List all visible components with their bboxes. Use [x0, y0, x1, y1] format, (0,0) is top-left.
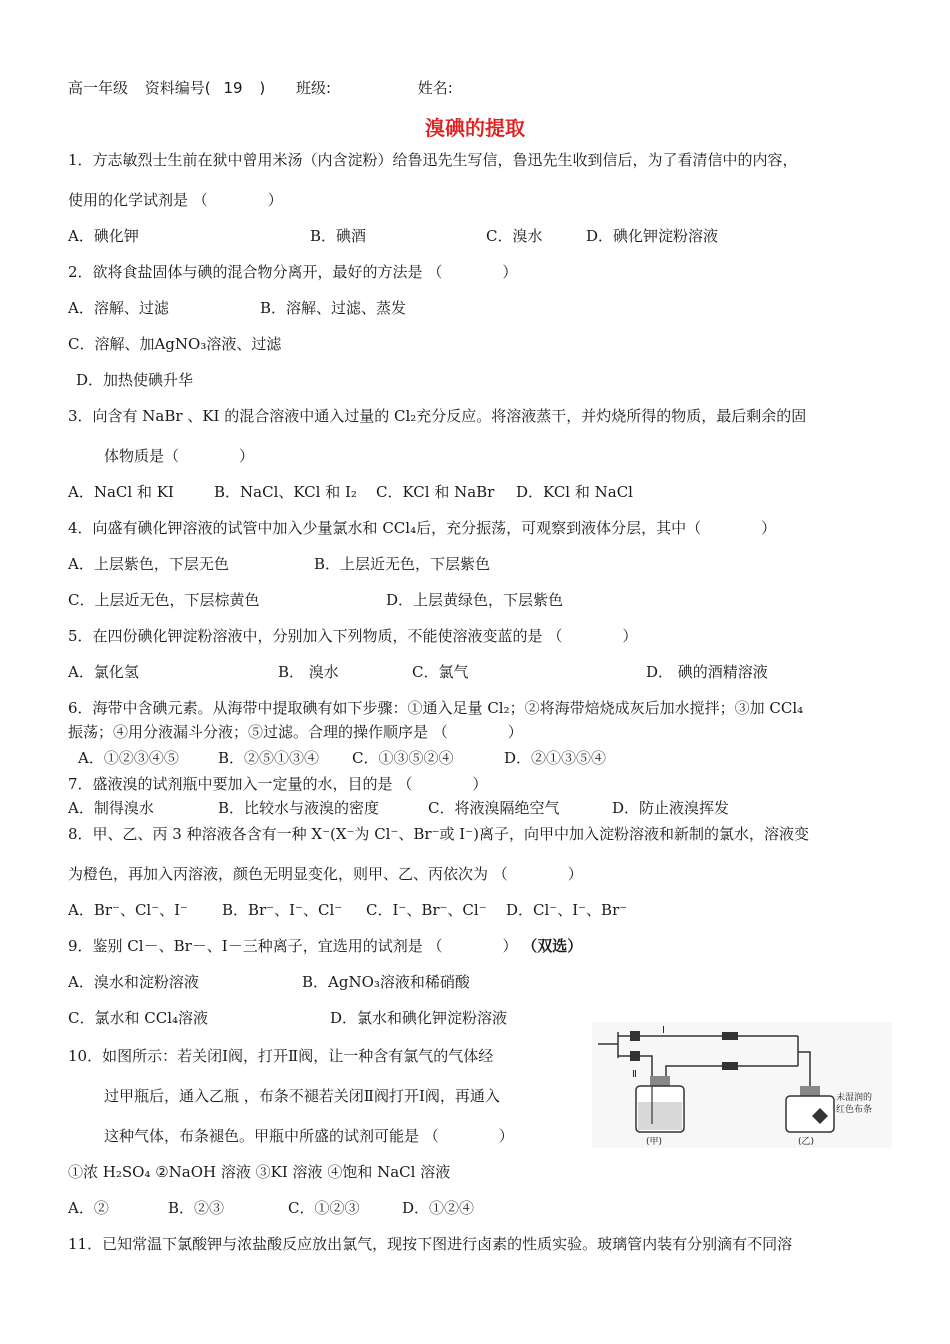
q9-option-b: B．AgNO₃溶液和稀硝酸: [302, 973, 470, 991]
q3-stem-line1: 3．向含有 NaBr 、KI 的混合溶液中通入过量的 Cl₂充分反应。将溶液蒸干，并灼烧所得的物质，最后剩余的固: [68, 407, 807, 425]
doc-no: 19: [223, 79, 243, 97]
name-label: 姓名:: [417, 79, 453, 97]
valve-1: [630, 1031, 640, 1041]
bottle-jia-label: (甲): [646, 1137, 663, 1147]
bottle-jia-liquid: [638, 1102, 682, 1130]
q11-stem-line1: 11．已知常温下氯酸钾与浓盐酸反应放出氯气，现按下图进行卤素的性质实验。玻璃管内装有分别滴有不同溶: [68, 1235, 793, 1253]
q2-option-a: A．溶解、过滤: [68, 299, 169, 317]
q9-tag: （双选）: [522, 937, 583, 955]
q10-option-b: B．②③: [168, 1199, 225, 1217]
q8-option-b: B．Br⁻、I⁻、Cl⁻: [222, 901, 343, 919]
q7-option-a: A．制得溴水: [68, 799, 154, 817]
q5-option-b: B． 溴水: [278, 663, 339, 681]
page-title: 溴碘的提取: [425, 116, 525, 140]
q10-option-c: C．①②③: [288, 1199, 360, 1217]
q5-stem: 5．在四份碘化钾淀粉溶液中，分别加入下列物质，不能使溶液变蓝的是 （ ）: [68, 627, 638, 645]
q2-option-c: C．溶解、加AgNO₃溶液、过滤: [68, 335, 282, 353]
q9-option-d: D．氯水和碘化钾淀粉溶液: [330, 1009, 508, 1027]
q1-option-c: C．溴水: [486, 227, 543, 245]
cloth-label-line2: 红色布条: [836, 1105, 873, 1115]
q7-option-b: B．比较水与液溴的密度: [218, 799, 380, 817]
q10-option-a: A．②: [68, 1199, 109, 1217]
connector-upper: [722, 1032, 738, 1040]
q7-stem: 7．盛液溴的试剂瓶中要加入一定量的水，目的是 （ ）: [68, 775, 488, 793]
class-label: 班级:: [295, 79, 332, 97]
q2-option-d: D．加热使碘升华: [76, 371, 194, 389]
q3-stem-line2: 体物质是（ ）: [104, 447, 255, 465]
q9-stem-text: 9．鉴别 Cl－、Br－、I－三种离子，宜选用的试剂是 （ ）: [68, 937, 518, 955]
doc-no-label: 资料编号(: [144, 79, 211, 97]
q6-stem-line1: 6．海带中含碘元素。从海带中提取碘有如下步骤：①通入足量 Cl₂；②将海带焙烧成灰后加水搅拌；③加 CCl₄: [68, 699, 804, 717]
q3-option-a: A．NaCl 和 KI: [68, 483, 174, 501]
q8-stem-line2: 为橙色，再加入丙溶液，颜色无明显变化，则甲、乙、丙依次为 （ ）: [68, 865, 583, 883]
q4-option-a: A．上层紫色，下层无色: [68, 555, 229, 573]
q7-option-d: D．防止液溴挥发: [612, 799, 730, 817]
q8-option-a: A．Br⁻、Cl⁻、I⁻: [68, 901, 188, 919]
bottle-jia-stopper: [650, 1076, 670, 1086]
q1-option-b: B．碘酒: [310, 227, 367, 245]
q4-option-d: D．上层黄绿色，下层紫色: [386, 591, 564, 609]
q9-option-a: A．溴水和淀粉溶液: [68, 973, 199, 991]
q1-stem-line1: 1．方志敏烈士生前在狱中曾用米汤（内含淀粉）给鲁迅先生写信，鲁迅先生收到信后，为了看清信中的内容，: [68, 151, 798, 169]
bottle-yi-stopper: [800, 1086, 820, 1096]
q10-choices: ①浓 H₂SO₄ ②NaOH 溶液 ③KI 溶液 ④饱和 NaCl 溶液: [68, 1163, 451, 1181]
q3-option-c: C．KCl 和 NaBr: [376, 483, 495, 501]
cloth-label-line1: 未湿润的: [836, 1093, 873, 1103]
q5-option-a: A．氯化氢: [68, 663, 139, 681]
q6-option-a: A．①②③④⑤: [78, 749, 179, 767]
q3-option-b: B．NaCl、KCl 和 I₂: [214, 483, 357, 501]
grade-label: 高一年级: [68, 79, 129, 97]
connector-lower: [722, 1062, 738, 1070]
q4-stem: 4．向盛有碘化钾溶液的试管中加入少量氯水和 CCl₄后，充分振荡，可观察到液体分层，其中（ ）: [68, 519, 777, 537]
q6-stem-line2: 振荡；④用分液漏斗分液；⑤过滤。合理的操作顺序是 （ ）: [68, 723, 523, 741]
q6-option-d: D．②①③⑤④: [504, 749, 607, 767]
header: [68, 78, 453, 98]
valve-2-label: Ⅱ: [632, 1069, 637, 1080]
valve-1-label: Ⅰ: [662, 1025, 665, 1036]
q5-option-c: C．氯气: [412, 663, 469, 681]
q10-stem-line2: 过甲瓶后，通入乙瓶 ，布条不褪若关闭Ⅱ阀打开Ⅰ阀，再通入: [104, 1087, 500, 1105]
apparatus-diagram: [592, 1022, 892, 1148]
q9-option-c: C．氯水和 CCl₄溶液: [68, 1009, 209, 1027]
bottle-yi-body: [786, 1096, 834, 1132]
q9-stem: [68, 936, 582, 956]
q6-option-b: B．②⑤①③④: [218, 749, 320, 767]
q1-option-d: D．碘化钾淀粉溶液: [586, 227, 719, 245]
q10-stem-line3: 这种气体，布条褪色。甲瓶中所盛的试剂可能是 （ ）: [104, 1127, 514, 1145]
q8-option-c: C．I⁻、Br⁻、Cl⁻: [366, 901, 487, 919]
q2-stem: 2．欲将食盐固体与碘的混合物分离开，最好的方法是 （ ）: [68, 263, 518, 281]
bottle-yi-label: (乙): [798, 1137, 815, 1147]
q1-option-a: A．碘化钾: [68, 227, 139, 245]
q10-stem-line1: 10．如图所示：若关闭Ⅰ阀，打开Ⅱ阀，让一种含有氯气的气体经: [68, 1047, 494, 1065]
q1-stem-line2: 使用的化学试剂是 （ ）: [68, 191, 283, 209]
q5-option-d: D． 碘的酒精溶液: [646, 663, 768, 681]
q3-option-d: D．KCl 和 NaCl: [516, 483, 633, 501]
q8-option-d: D．Cl⁻、I⁻、Br⁻: [506, 901, 628, 919]
q6-option-c: C．①③⑤②④: [352, 749, 454, 767]
valve-2: [630, 1051, 640, 1061]
q8-stem-line1: 8．甲、乙、丙 3 种溶液各含有一种 X⁻(X⁻为 Cl⁻、Br⁻或 I⁻)离子，向甲中加入淀粉溶液和新制的氯水，溶液变: [68, 825, 809, 843]
q2-option-b: B．溶解、过滤、蒸发: [260, 299, 407, 317]
q10-option-d: D．①②④: [402, 1199, 475, 1217]
q4-option-b: B．上层近无色，下层紫色: [314, 555, 491, 573]
doc-no-close: ): [259, 79, 266, 97]
q7-option-c: C．将液溴隔绝空气: [428, 799, 560, 817]
q4-option-c: C．上层近无色，下层棕黄色: [68, 591, 260, 609]
